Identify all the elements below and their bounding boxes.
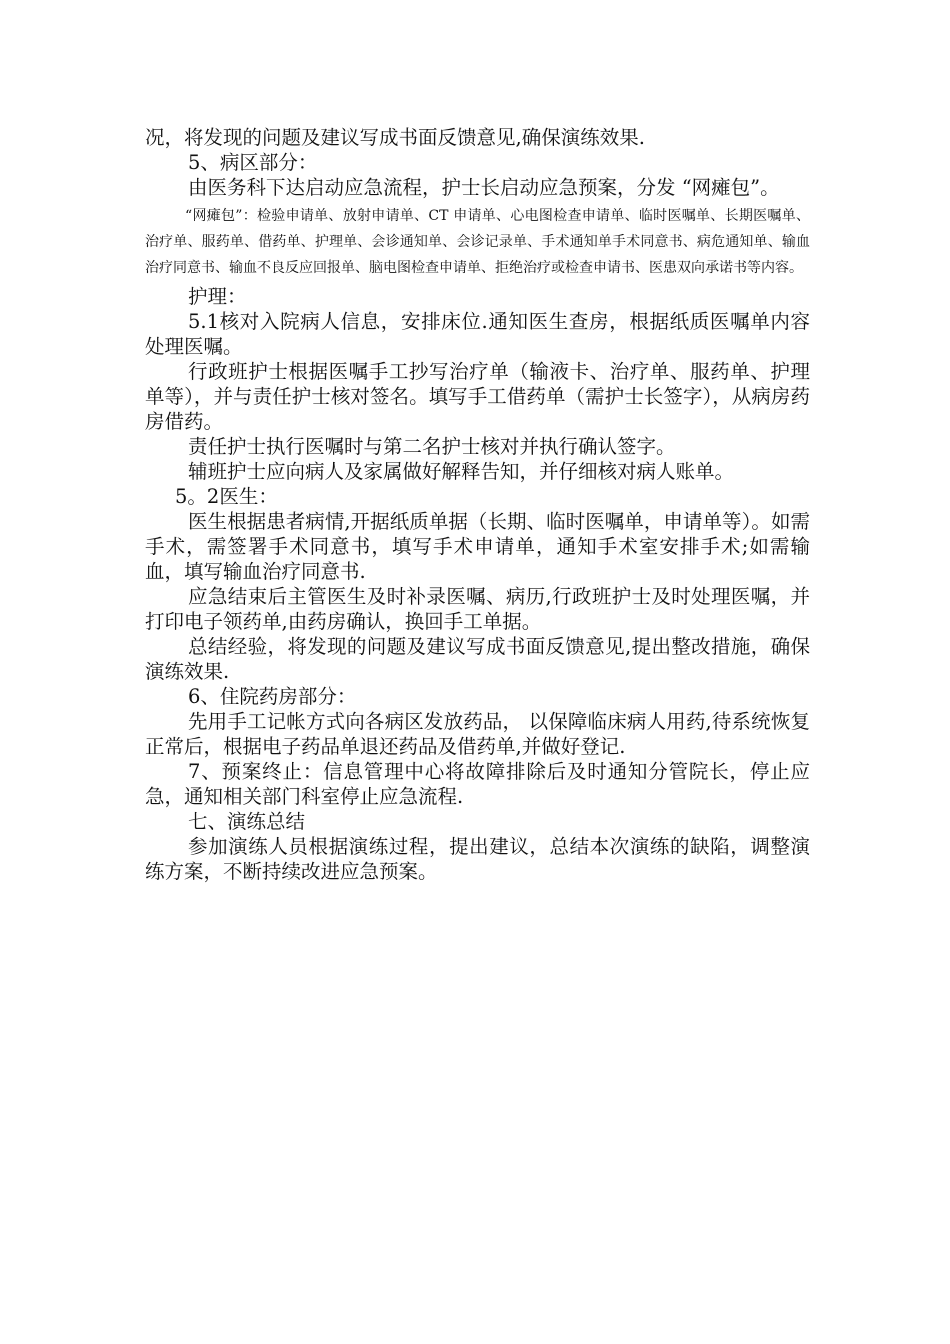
paragraph-summary-experience: 总结经验，将发现的问题及建议写成书面反馈意见,提出整改措施，确保演练效果. [145,635,810,683]
section-heading-drill-summary: 七、演练总结 [188,810,306,833]
paragraph-drill-summary: 参加演练人员根据演练过程，提出建议，总结本次演练的缺陷，调整演练方案，不断持续改进应急预案。 [145,835,810,883]
section-heading-pharmacy: 6、住院药房部分： [188,685,357,708]
paragraph-pharmacy: 先用手工记帐方式向各病区发放药品， 以保障临床病人用药,待系统恢复正常后，根据电子药品单退还药品及借药单,并做好登记. [145,710,810,758]
paragraph-continuation: 况，将发现的问题及建议写成书面反馈意见,确保演练效果. [145,126,645,149]
section-heading-ward: 5、病区部分： [188,151,318,174]
paragraph-admin-nurse: 行政班护士根据医嘱手工抄写治疗单（输液卡、治疗单、服药单、护理单等），并与责任护士核对签名。填写手工借药单（需护士长签字），从病房药房借药。 [145,360,810,433]
paragraph-assistant-nurse: 辅班护士应向病人及家属做好解释告知，并仔细核对病人账单。 [188,460,735,483]
paragraph-duty-nurse: 责任护士执行医嘱时与第二名护士核对并执行确认签字。 [188,435,676,458]
paragraph-nursing-5-1: 5.1核对入院病人信息，安排床位.通知医生查房，根据纸质医嘱单内容处理医嘱。 [145,310,810,358]
paragraph-after-emergency: 应急结束后主管医生及时补录医嘱、病历,行政班护士及时处理医嘱，并打印电子领药单,由药房确认，换回手工单据。 [145,585,810,633]
document-body [145,125,810,884]
paragraph-ward-start: 由医务科下达启动应急流程，护士长启动应急预案，分发 “网瘫包”。 [188,176,780,199]
subheading-nursing: 护理： [188,285,247,308]
paragraph-plan-termination: 7、预案终止：信息管理中心将故障排除后及时通知分管院长，停止应急，通知相关部门科室停止应急流程. [145,760,810,808]
paragraph-package-list: “网瘫包”：检验申请单、放射申请单、CT 申请单、心电图检查申请单、临时医嘱单、长期医嘱单、治疗单、服药单、借药单、护理单、会诊通知单、会诊记录单、手术通知单手术同意书、病危通知单、输血治疗同意书、输血不良反应回报单、脑电图检查申请单、拒绝治疗或检查申请书、医患双向承诺书等内容。 [145,208,810,276]
subheading-doctor: 5。2医生： [175,485,278,508]
paragraph-doctor-orders: 医生根据患者病情,开据纸质单据（长期、临时医嘱单，申请单等）。如需手术，需签署手术同意书，填写手术申请单，通知手术室安排手术;如需输血，填写输血治疗同意书. [145,510,810,583]
